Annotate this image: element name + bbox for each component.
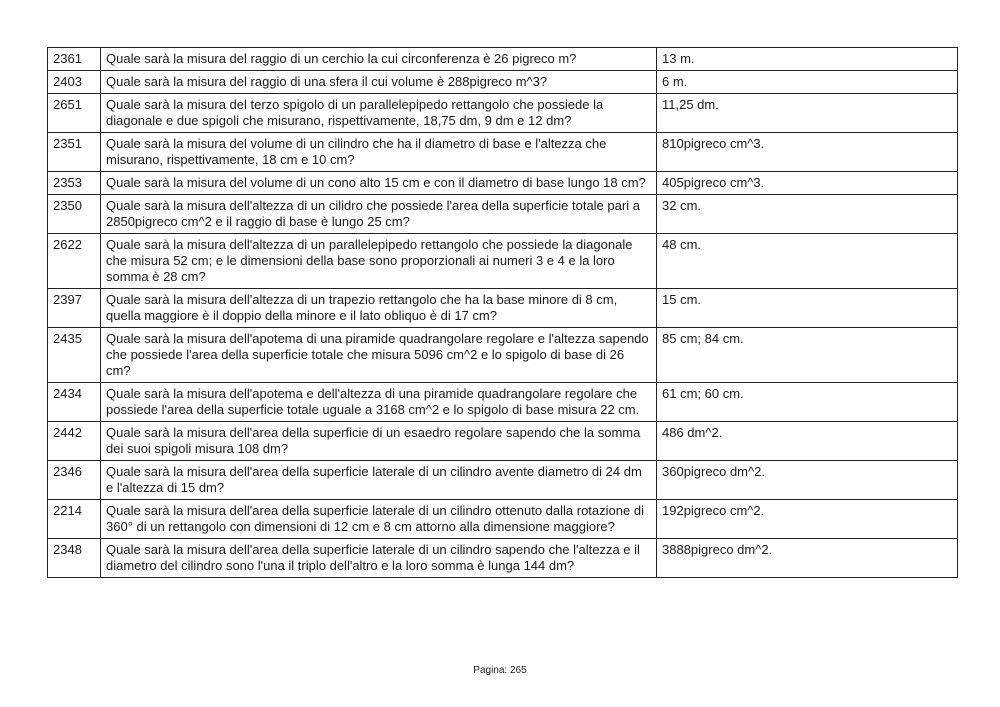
question-id: 2361 (48, 48, 101, 71)
answer-text: 6 m. (657, 71, 958, 94)
table-row (48, 461, 958, 500)
page-number: Pagina: 265 (473, 665, 527, 676)
table-row (48, 500, 958, 539)
question-id: 2353 (48, 172, 101, 195)
table-row (48, 539, 958, 578)
table-row (48, 71, 958, 94)
question-table (47, 47, 958, 578)
table-row (48, 289, 958, 328)
answer-text: 48 cm. (657, 234, 958, 289)
table-row (48, 48, 958, 71)
table-row (48, 172, 958, 195)
question-text: Quale sarà la misura dell'altezza di un parallelepipedo rettangolo che possiede la diagonale che misura 52 cm; e le dimensioni della base sono proporzionali ai numeri 3 e 4 e la loro somma è 28 cm? (101, 234, 657, 289)
question-text: Quale sarà la misura dell'area della superficie laterale di un cilindro ottenuto dalla rotazione di 360° di un rettangolo con dimensioni di 12 cm e 8 cm attorno alla dimensione maggiore? (101, 500, 657, 539)
question-text: Quale sarà la misura del raggio di un cerchio la cui circonferenza è 26 pigreco m? (101, 48, 657, 71)
question-id: 2214 (48, 500, 101, 539)
question-text: Quale sarà la misura dell'apotema e dell'altezza di una piramide quadrangolare regolare che possiede l'area della superficie totale uguale a 3168 cm^2 e lo spigolo di base misura 22 cm. (101, 383, 657, 422)
question-text: Quale sarà la misura dell'area della superficie laterale di un cilindro sapendo che l'altezza e il diametro del cilindro sono l'una il triplo dell'altro e la loro somma è lunga 144 dm? (101, 539, 657, 578)
answer-text: 85 cm; 84 cm. (657, 328, 958, 383)
question-id: 2351 (48, 133, 101, 172)
question-text: Quale sarà la misura dell'altezza di un cilidro che possiede l'area della superficie totale pari a 2850pigreco cm^2 e il raggio di base è lungo 25 cm? (101, 195, 657, 234)
question-id: 2434 (48, 383, 101, 422)
table-row (48, 234, 958, 289)
question-text: Quale sarà la misura dell'area della superficie laterale di un cilindro avente diametro di 24 dm e l'altezza di 15 dm? (101, 461, 657, 500)
question-id: 2651 (48, 94, 101, 133)
question-id: 2350 (48, 195, 101, 234)
question-id: 2397 (48, 289, 101, 328)
table-row (48, 133, 958, 172)
question-text: Quale sarà la misura dell'area della superficie di un esaedro regolare sapendo che la somma dei suoi spigoli misura 108 dm? (101, 422, 657, 461)
answer-text: 810pigreco cm^3. (657, 133, 958, 172)
answer-text: 486 dm^2. (657, 422, 958, 461)
question-id: 2348 (48, 539, 101, 578)
table-row (48, 195, 958, 234)
question-text: Quale sarà la misura del raggio di una sfera il cui volume è 288pigreco m^3? (101, 71, 657, 94)
question-id: 2442 (48, 422, 101, 461)
question-text: Quale sarà la misura del volume di un cilindro che ha il diametro di base e l'altezza che misurano, rispettivamente, 18 cm e 10 cm? (101, 133, 657, 172)
answer-text: 13 m. (657, 48, 958, 71)
question-text: Quale sarà la misura dell'altezza di un trapezio rettangolo che ha la base minore di 8 cm, quella maggiore è il doppio della minore e il lato obliquo è di 17 cm? (101, 289, 657, 328)
question-text: Quale sarà la misura del terzo spigolo di un parallelepipedo rettangolo che possiede la diagonale e due spigoli che misurano, rispettivamente, 18,75 dm, 9 dm e 12 dm? (101, 94, 657, 133)
answer-text: 15 cm. (657, 289, 958, 328)
answer-text: 3888pigreco dm^2. (657, 539, 958, 578)
table-row (48, 422, 958, 461)
table-row (48, 94, 958, 133)
answer-text: 192pigreco cm^2. (657, 500, 958, 539)
answer-text: 360pigreco dm^2. (657, 461, 958, 500)
question-text: Quale sarà la misura dell'apotema di una piramide quadrangolare regolare e l'altezza sapendo che possiede l'area della superficie totale che misura 5096 cm^2 e lo spigolo di base di 26 cm? (101, 328, 657, 383)
answer-text: 405pigreco cm^3. (657, 172, 958, 195)
table-row (48, 328, 958, 383)
question-id: 2346 (48, 461, 101, 500)
question-id: 2403 (48, 71, 101, 94)
question-text: Quale sarà la misura del volume di un cono alto 15 cm e con il diametro di base lungo 18 cm? (101, 172, 657, 195)
answer-text: 32 cm. (657, 195, 958, 234)
answer-text: 11,25 dm. (657, 94, 958, 133)
answer-text: 61 cm; 60 cm. (657, 383, 958, 422)
table-row (48, 383, 958, 422)
question-id: 2622 (48, 234, 101, 289)
question-id: 2435 (48, 328, 101, 383)
